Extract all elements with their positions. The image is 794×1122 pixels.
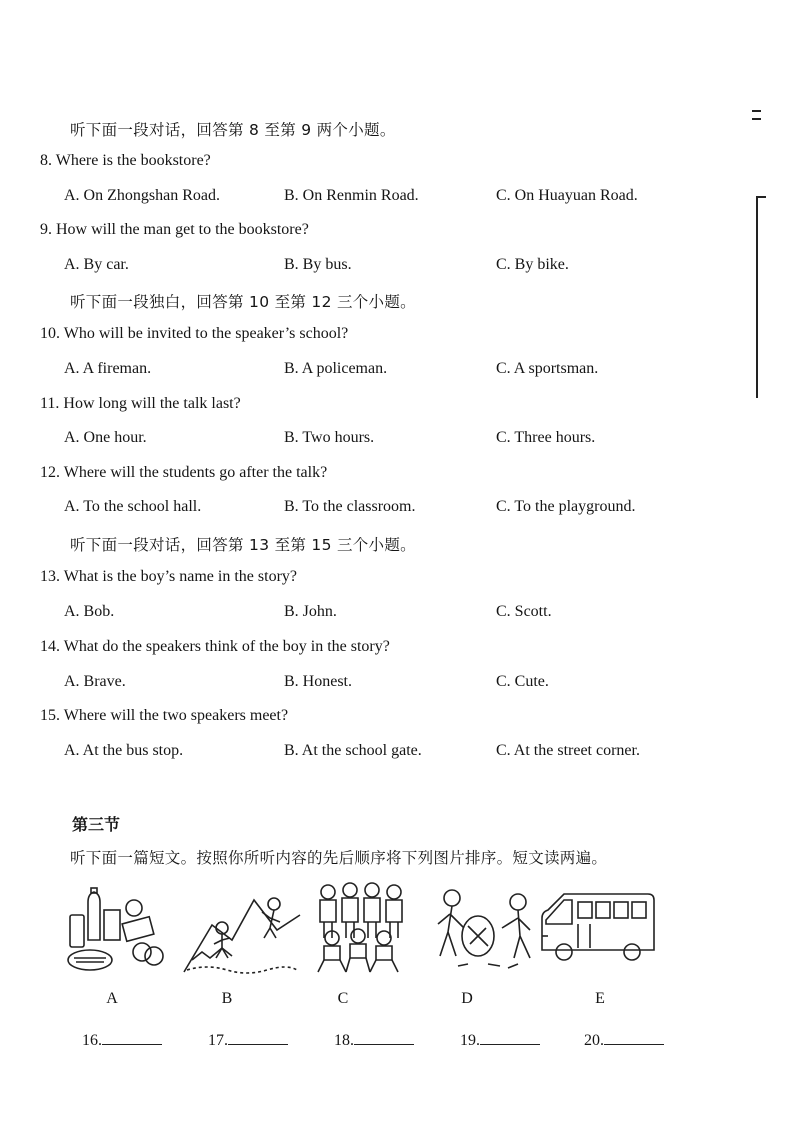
- answer-blank-20[interactable]: [584, 1030, 664, 1050]
- question-number: 14.: [40, 638, 60, 655]
- blank-number: 20.: [584, 1032, 604, 1049]
- option-b: B. At the school gate.: [284, 742, 422, 759]
- option-c: C. Cute.: [496, 673, 549, 690]
- section-title: 第三节: [72, 815, 121, 834]
- question-text: How long will the talk last?: [63, 395, 241, 412]
- question-number: 11.: [40, 395, 60, 412]
- answer-blank-17[interactable]: [208, 1030, 288, 1050]
- picture-label-b: B: [221, 990, 233, 1007]
- question-13: [40, 568, 297, 586]
- option-c: C. Three hours.: [496, 429, 596, 446]
- question-text: Where will the two speakers meet?: [63, 707, 289, 724]
- picture-label-a: A: [106, 990, 118, 1007]
- question-number: 8.: [40, 152, 52, 169]
- picture-label-d: D: [461, 990, 473, 1007]
- option-b: B. To the classroom.: [284, 498, 416, 515]
- question-text: What do the speakers think of the boy in the story?: [63, 638, 390, 655]
- blank-number: 17.: [208, 1032, 228, 1049]
- option-c: C. Scott.: [496, 603, 552, 620]
- question-number: 12.: [40, 464, 60, 481]
- question-8: [40, 152, 211, 170]
- option-a: A. At the bus stop.: [64, 742, 184, 759]
- picture-row: [60, 880, 680, 980]
- question-14: [40, 638, 390, 656]
- question-15: [40, 707, 288, 725]
- option-b: B. Two hours.: [284, 429, 375, 446]
- option-b: B. On Renmin Road.: [284, 187, 419, 204]
- option-c: C. On Huayuan Road.: [496, 187, 638, 204]
- blank-line[interactable]: [228, 1030, 288, 1045]
- question-number: 13.: [40, 568, 60, 585]
- option-b: B. Honest.: [284, 673, 352, 690]
- question-text: Who will be invited to the speaker’s school?: [63, 325, 349, 342]
- picture-label-c: C: [337, 990, 349, 1007]
- answer-blank-18[interactable]: [334, 1030, 414, 1050]
- option-a: A. By car.: [64, 256, 129, 273]
- answer-blank-16[interactable]: [82, 1030, 162, 1050]
- instruction-10-12: 听下面一段独白，回答第 10 至第 12 三个小题。: [70, 293, 416, 311]
- question-text: How will the man get to the bookstore?: [56, 221, 309, 238]
- question-number: 15.: [40, 707, 60, 724]
- question-11: [40, 395, 241, 413]
- blank-number: 19.: [460, 1032, 480, 1049]
- question-9: [40, 221, 309, 239]
- question-number: 10.: [40, 325, 60, 342]
- blank-line[interactable]: [480, 1030, 540, 1045]
- question-12: [40, 464, 327, 482]
- students-group-icon: [306, 880, 426, 975]
- blank-number: 16.: [82, 1032, 102, 1049]
- instruction-picture-order: 听下面一篇短文。按照你所听内容的先后顺序将下列图片排序。短文读两遍。: [70, 849, 608, 867]
- blank-line[interactable]: [354, 1030, 414, 1045]
- blank-number: 18.: [334, 1032, 354, 1049]
- option-c: C. To the playground.: [496, 498, 636, 515]
- margin-mark: [752, 110, 762, 126]
- question-text: What is the boy’s name in the story?: [63, 568, 297, 585]
- option-a: A. On Zhongshan Road.: [64, 187, 220, 204]
- picture-label-e: E: [595, 990, 605, 1007]
- instruction-13-15: 听下面一段对话，回答第 13 至第 15 三个小题。: [70, 536, 416, 554]
- question-number: 9.: [40, 221, 52, 238]
- options-13: [64, 603, 684, 625]
- food-drinks-icon: [60, 880, 180, 975]
- options-10: [64, 360, 684, 382]
- options-15: [64, 742, 684, 764]
- option-a: A. To the school hall.: [64, 498, 202, 515]
- option-b: B. John.: [284, 603, 337, 620]
- bus-icon: [538, 880, 658, 975]
- question-10: [40, 325, 348, 343]
- margin-bracket: [756, 196, 766, 398]
- option-a: A. Brave.: [64, 673, 126, 690]
- options-8: [64, 187, 684, 209]
- question-text: Where is the bookstore?: [55, 152, 211, 169]
- options-9: [64, 256, 684, 278]
- options-12: [64, 498, 684, 520]
- instruction-8-9: 听下面一段对话，回答第 8 至第 9 两个小题。: [70, 121, 396, 139]
- picking-litter-icon: [428, 880, 548, 975]
- mountain-climbing-icon: [182, 880, 302, 975]
- answer-blank-19[interactable]: [460, 1030, 540, 1050]
- option-a: A. One hour.: [64, 429, 147, 446]
- blank-line[interactable]: [604, 1030, 664, 1045]
- option-c: C. A sportsman.: [496, 360, 599, 377]
- blank-line[interactable]: [102, 1030, 162, 1045]
- option-a: A. Bob.: [64, 603, 115, 620]
- option-a: A. A fireman.: [64, 360, 152, 377]
- options-14: [64, 673, 684, 695]
- question-text: Where will the students go after the talk?: [63, 464, 328, 481]
- option-b: B. A policeman.: [284, 360, 388, 377]
- option-c: C. At the street corner.: [496, 742, 640, 759]
- option-b: B. By bus.: [284, 256, 352, 273]
- option-c: C. By bike.: [496, 256, 569, 273]
- options-11: [64, 429, 684, 451]
